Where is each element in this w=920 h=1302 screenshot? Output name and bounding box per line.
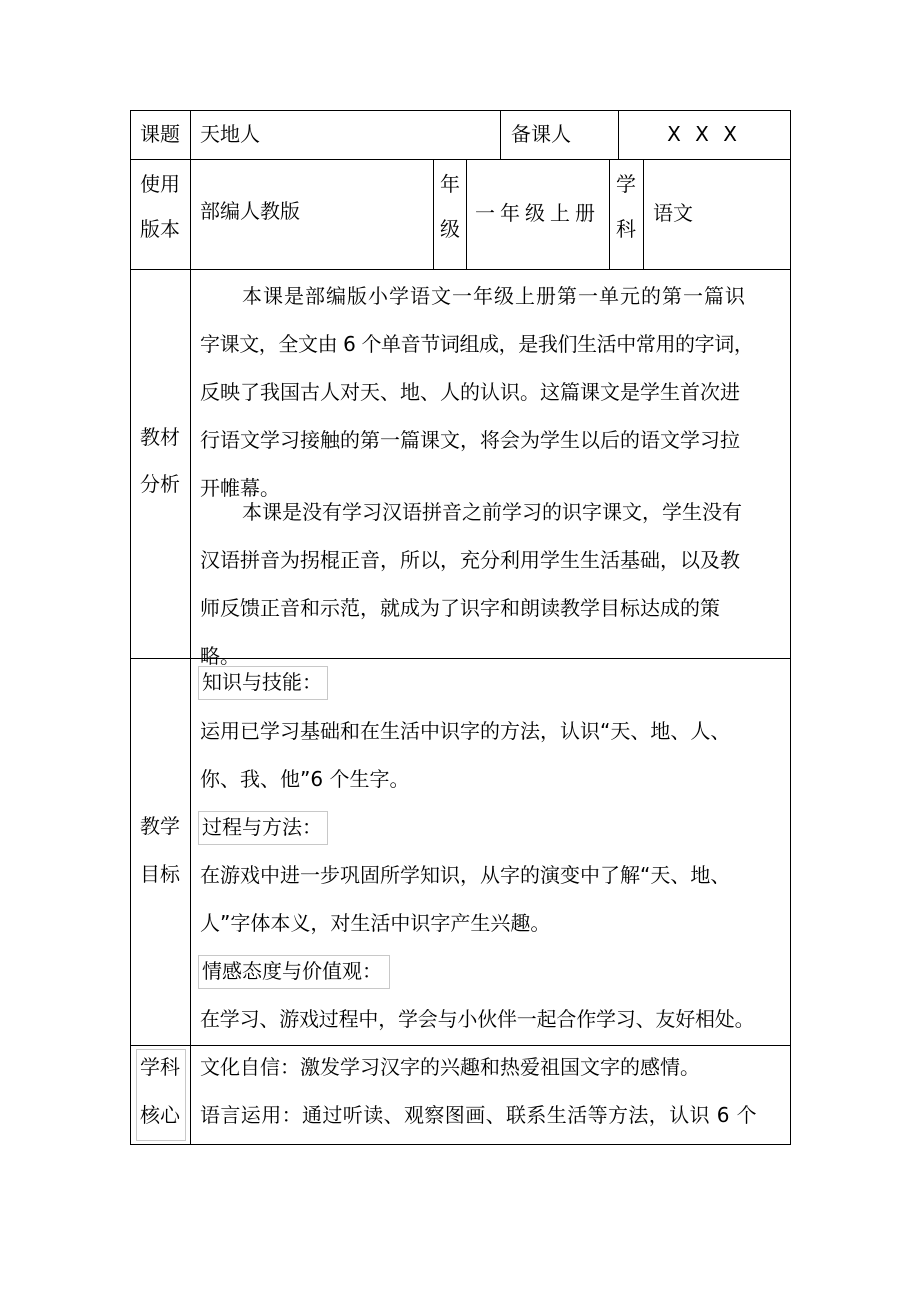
goals-label-line1: 教学: [140, 814, 180, 838]
topic-label: 课题: [140, 122, 180, 146]
border-bottom: [130, 1144, 791, 1145]
analysis-paragraph-2: [200, 488, 742, 680]
emotion-heading: 情感态度与价值观：: [202, 959, 382, 983]
border-right: [790, 110, 791, 1145]
analysis-line: 字课文，全文由 6 个单音节词组成，是我们生活中常用的字词，: [200, 332, 754, 356]
analysis-line: 开帷幕。: [200, 476, 280, 500]
edition-value: 部编人教版: [200, 199, 300, 223]
border-top: [130, 110, 791, 111]
knowledge-text: [200, 707, 730, 803]
subject-label-line1: 学: [616, 172, 636, 196]
col-divider: [643, 159, 644, 270]
goal-line: 你、我、他”6 个生字。: [200, 767, 410, 791]
core-line-2: 语言运用：通过听读、观察图画、联系生活等方法，认识 6 个: [200, 1103, 758, 1127]
row-divider: [130, 159, 791, 160]
edition-label-line1: 使用: [140, 172, 180, 196]
analysis-line: 本课是部编版小学语文一年级上册第一单元的第一篇识: [242, 284, 746, 308]
grade-value: 一年级上册: [475, 201, 600, 225]
topic-value: 天地人: [200, 122, 260, 146]
process-text: [200, 851, 730, 947]
col-divider: [433, 159, 434, 270]
goal-line: 人”字体本义，对生活中识字产生兴趣。: [200, 911, 551, 935]
grade-label-line1: 年: [440, 172, 460, 196]
subject-label-line2: 科: [616, 217, 636, 241]
core-line-1: 文化自信：激发学习汉字的兴趣和热爱祖国文字的感情。: [200, 1055, 700, 1079]
row-divider: [130, 1045, 791, 1046]
col-divider: [609, 159, 610, 270]
core-label-line2: 核心: [140, 1103, 180, 1127]
grade-label-line2: 级: [440, 217, 460, 241]
preparer-value: X X X: [667, 122, 741, 146]
process-heading: 过程与方法：: [202, 815, 322, 839]
analysis-line: 略。: [200, 644, 240, 668]
edition-label-line2: 版本: [140, 217, 180, 241]
analysis-label-line1: 教材: [140, 425, 180, 449]
analysis-line: 行语文学习接触的第一篇课文，将会为学生以后的语文学习拉: [200, 428, 740, 452]
analysis-line: 师反馈正音和示范，就成为了识字和朗读教学目标达成的策: [200, 596, 720, 620]
core-label-line1: 学科: [140, 1055, 180, 1079]
analysis-line: 汉语拼音为拐棍正音，所以，充分利用学生生活基础，以及教: [200, 548, 740, 572]
goal-line: 在游戏中进一步巩固所学知识，从字的演变中了解“天、地、: [200, 863, 731, 887]
row-divider: [130, 269, 791, 270]
goals-label-line2: 目标: [140, 862, 180, 886]
analysis-line: 反映了我国古人对天、地、人的认识。这篇课文是学生首次进: [200, 380, 740, 404]
preparer-label: 备课人: [511, 122, 571, 146]
emotion-text: 在学习、游戏过程中，学会与小伙伴一起合作学习、友好相处。: [200, 1007, 755, 1031]
analysis-label-line2: 分析: [140, 472, 180, 496]
goal-line: 运用已学习基础和在生活中识字的方法，认识“天、地、人、: [200, 719, 731, 743]
analysis-paragraph-1: [200, 272, 753, 512]
subject-value: 语文: [653, 201, 693, 225]
col-divider: [500, 110, 501, 160]
knowledge-heading: 知识与技能：: [202, 670, 322, 694]
border-left: [130, 110, 131, 1145]
col-divider: [190, 110, 191, 1145]
analysis-line: 本课是没有学习汉语拼音之前学习的识字课文，学生没有: [242, 500, 742, 524]
